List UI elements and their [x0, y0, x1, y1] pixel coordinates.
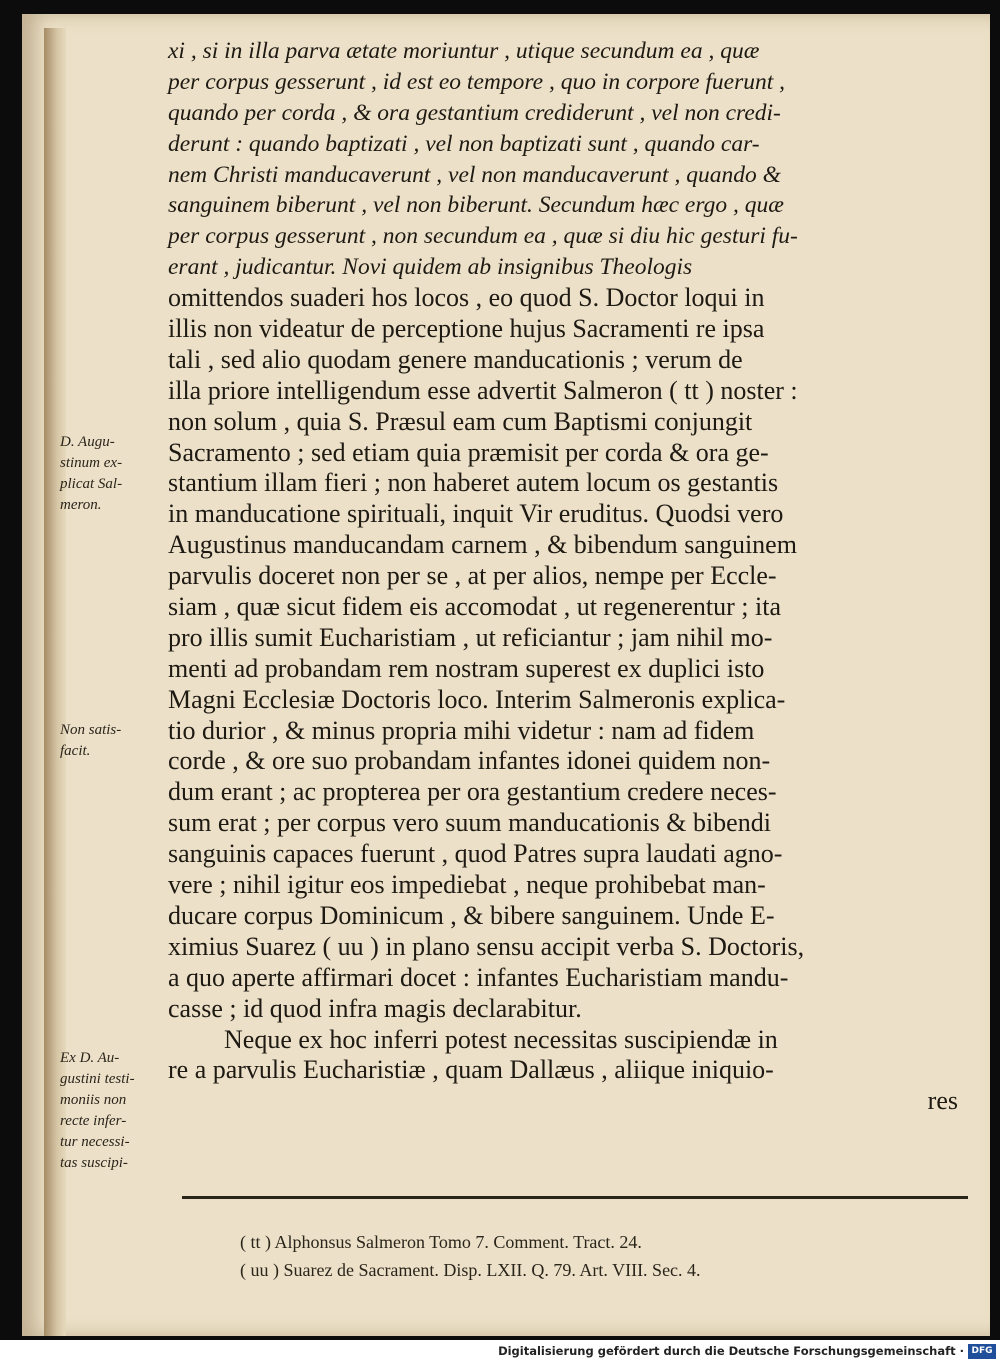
digitization-footer	[0, 1340, 1000, 1364]
text-line: sanguinis capaces fuerunt , quod Patres supra laudati agno-	[168, 839, 783, 869]
text-line: pro illis sumit Eucharistiam , ut reficiantur ; jam nihil mo-	[168, 622, 773, 652]
dfg-logo-icon: DFG	[968, 1344, 996, 1359]
margin-note-line: tas suscipi-	[60, 1155, 128, 1171]
margin-note-non-satisfacit	[60, 720, 178, 762]
text-line: Sacramento ; sed etiam quia præmisit per corda & ora ge-	[168, 437, 769, 467]
text-line: dum erant ; ac propterea per ora gestantium credere neces-	[168, 777, 777, 807]
text-line: corde , & ore suo probandam infantes idonei quidem non-	[168, 746, 771, 776]
margin-note-augustinum	[60, 432, 178, 516]
text-line: xi , si in illa parva ætate moriuntur , utique secundum ea , quæ	[168, 38, 760, 64]
text-line: erant , judicantur. Novi quidem ab insignibus Theologis	[168, 254, 693, 281]
margin-note-line: Non satis-	[60, 722, 122, 738]
margin-note-line: tur necessi-	[60, 1134, 130, 1150]
margin-note-ex-augustini	[60, 1048, 178, 1174]
text-line: res	[927, 1086, 958, 1116]
text-line: ximius Suarez ( uu ) in plano sensu accipit verba S. Doctoris,	[168, 931, 805, 961]
text-line: sum erat ; per corpus vero suum manducationis & bibendi	[168, 808, 771, 838]
text-line: parvulis doceret non per se , at per alios, nempe per Eccle-	[168, 561, 777, 591]
footer-credit: Digitalisierung gefördert durch die Deutsche Forschungsgemeinschaft ·	[498, 1344, 964, 1358]
text-line: Magni Ecclesiæ Doctoris loco. Interim Salmeronis explica-	[168, 684, 786, 714]
text-line: nem Christi manducaverunt , vel non manducaverunt , quando &	[168, 161, 781, 188]
text-line: illa priore intelligendum esse advertit Salmeron ( tt ) noster :	[168, 375, 798, 405]
text-line: tio durior , & minus propria mihi videtur : nam ad fidem	[168, 715, 755, 745]
text-line: omittendos suaderi hos locos , eo quod S. Doctor loqui in	[168, 283, 765, 313]
footnotes	[240, 1228, 960, 1284]
margin-note-line: facit.	[60, 743, 91, 759]
text-line: Augustinus manducandam carnem , & bibendum sanguinem	[168, 530, 797, 560]
text-line: derunt : quando baptizati , vel non baptizati sunt , quando car-	[168, 130, 760, 157]
text-line: in manducatione spirituali, inquit Vir eruditus. Quodsi vero	[168, 499, 784, 529]
text-line: quando per corda , & ora gestantium crediderunt , vel non credi-	[168, 99, 781, 126]
margin-note-line: D. Augu-	[60, 434, 115, 450]
margin-note-line: Ex D. Au-	[60, 1050, 120, 1066]
text-line: vere ; nihil igitur eos impediebat , neque prohibebat man-	[168, 870, 766, 900]
text-line: non solum , quia S. Præsul eam cum Baptismi conjungit	[168, 406, 753, 436]
footnote-rule	[182, 1196, 968, 1199]
text-line: re a parvulis Eucharistiæ , quam Dallæus , aliique iniquio-	[168, 1055, 774, 1085]
text-line: ducare corpus Dominicum , & bibere sanguinem. Unde E-	[168, 900, 775, 930]
margin-note-line: moniis non	[60, 1092, 127, 1108]
text-line: tali , sed alio quodam genere manducationis ; verum de	[168, 344, 743, 374]
text-line: sanguinem biberunt , vel non biberunt. Secundum hæc ergo , quæ	[168, 192, 784, 219]
footnote-uu: ( uu ) Suarez de Sacrament. Disp. LXII. Q. 79. Art. VIII. Sec. 4.	[240, 1260, 701, 1280]
text-line: casse ; id quod infra magis declarabitur.	[168, 993, 582, 1023]
text-line: per corpus gesserunt , id est eo tempore , quo in corpore fuerunt ,	[168, 68, 786, 95]
text-line: menti ad probandam rem nostram superest ex duplici isto	[168, 653, 765, 683]
text-line: stantium illam fieri ; non haberet autem locum os gestantis	[168, 468, 779, 498]
text-line: per corpus gesserunt , non secundum ea , quæ si diu hic gesturi fu-	[168, 223, 798, 250]
margin-note-line: gustini testi-	[60, 1071, 135, 1087]
footnote-tt: ( tt ) Alphonsus Salmeron Tomo 7. Comment. Tract. 24.	[240, 1232, 642, 1252]
text-line: siam , quæ sicut fidem eis accomodat , ut regenerentur ; ita	[168, 592, 781, 622]
main-text-body	[168, 36, 968, 1117]
text-line: Neque ex hoc inferri potest necessitas suscipiendæ in	[224, 1024, 778, 1054]
margin-note-line: stinum ex-	[60, 455, 123, 471]
margin-note-line: plicat Sal-	[60, 476, 123, 492]
text-line: a quo aperte affirmari docet : infantes Eucharistiam mandu-	[168, 962, 789, 992]
margin-note-line: recte infer-	[60, 1113, 127, 1129]
text-line: illis non videatur de perceptione hujus Sacramenti re ipsa	[168, 314, 765, 344]
margin-note-line: meron.	[60, 497, 102, 513]
